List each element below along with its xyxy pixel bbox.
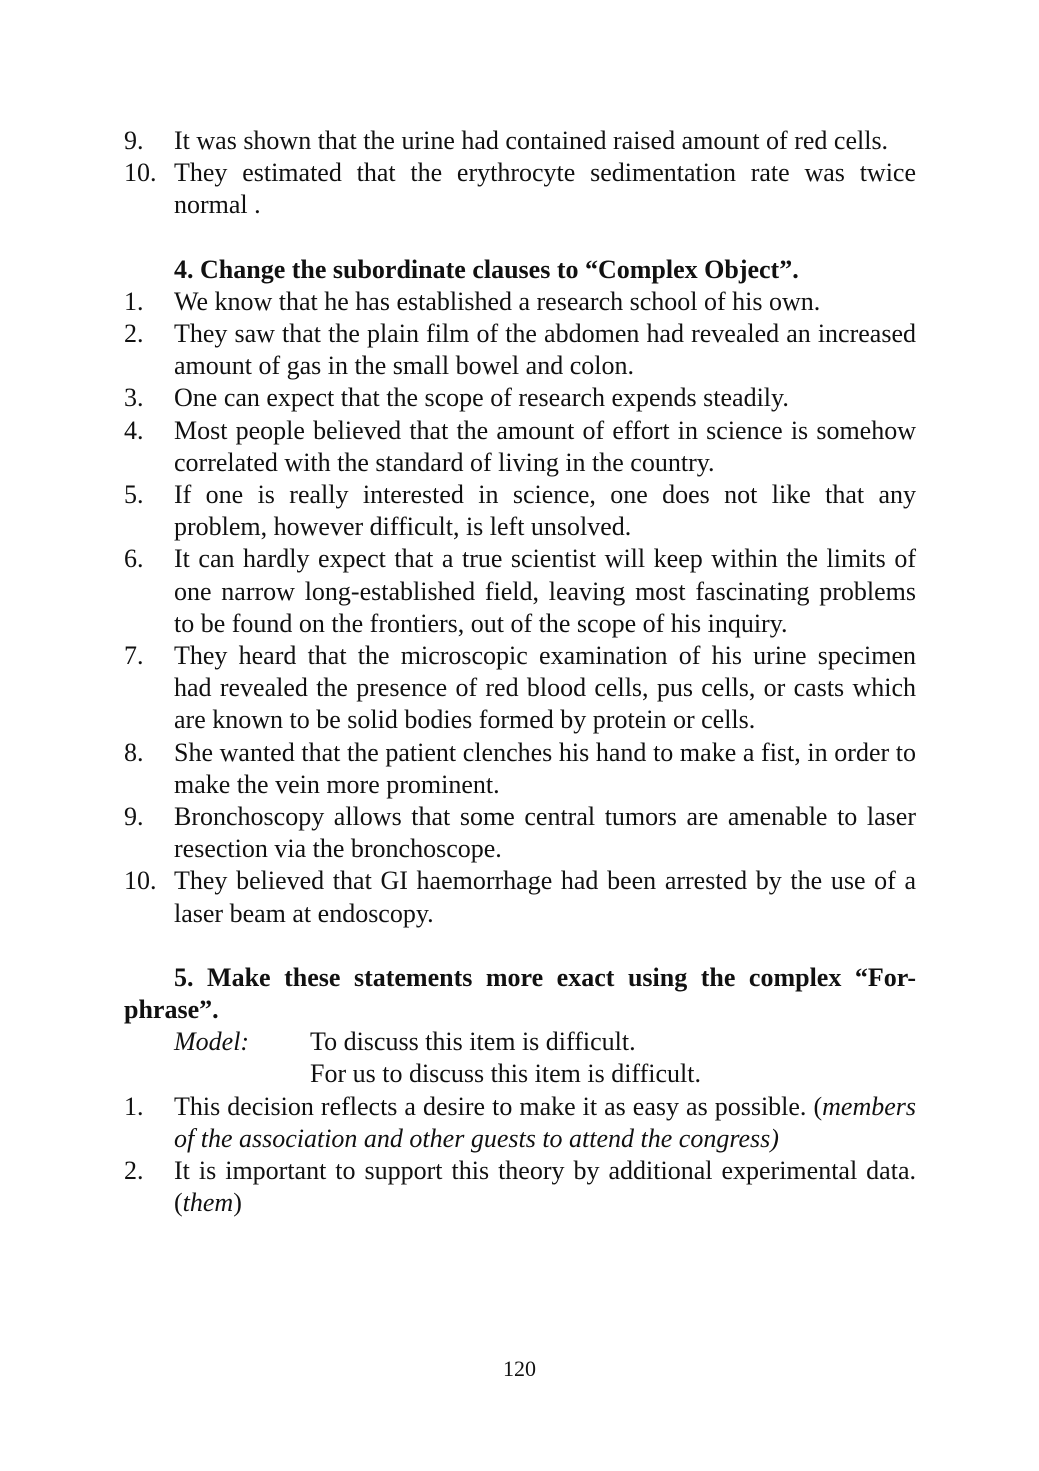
item-text: We know that he has established a research school of his own. <box>174 286 821 316</box>
model-example <box>124 1026 916 1058</box>
item-number: 2. <box>124 1156 144 1186</box>
item-hint: members of the association and other guests to attend the congress) <box>174 1091 916 1153</box>
item-number: 10. <box>124 866 157 896</box>
page-number: 120 <box>503 1356 536 1381</box>
item-number: 9. <box>124 126 144 155</box>
item-number: 3. <box>124 383 144 413</box>
item-text: It was shown that the urine had contained raised amount of red cells. <box>174 126 889 155</box>
item-text: Most people believed that the amount of effort in science is somehow correlated with the standard of living in the country. <box>174 415 916 477</box>
item-number: 5. <box>124 480 144 510</box>
item-text: They believed that GI haemorrhage had been arrested by the use of a laser beam at endoscopy. <box>174 866 916 928</box>
item-text <box>174 1155 916 1219</box>
item-text: One can expect that the scope of research expends steadily. <box>174 383 789 413</box>
item-number: 2. <box>124 319 144 349</box>
section-4-heading: 4. Change the subordinate clauses to “Complex Object”. <box>174 254 799 284</box>
item-main-text: It is important to support this theory by additional experimental data. ( <box>174 1156 916 1218</box>
model-line-1: To discuss this item is difficult. <box>310 1027 636 1057</box>
section-5-heading: 5. Make these statements more exact using the complex “For-phrase”. <box>124 962 916 1025</box>
item-number: 6. <box>124 544 144 574</box>
item-text <box>174 1091 916 1155</box>
list-item <box>124 737 916 801</box>
item-number: 9. <box>124 802 144 832</box>
item-number: 4. <box>124 415 144 445</box>
item-text: Bronchoscopy allows that some central tumors are amenable to laser resection via the bronchoscope. <box>174 802 916 864</box>
item-closing: ) <box>233 1188 242 1218</box>
model-label: Model: <box>174 1027 250 1057</box>
item-text: She wanted that the patient clenches his hand to make a fist, in order to make the vein more prominent. <box>174 737 916 799</box>
item-number: 10. <box>124 158 157 188</box>
item-number: 8. <box>124 737 144 767</box>
item-text: They heard that the microscopic examination of his urine specimen had revealed the presence of red blood cells, pus cells, or casts which are known to be solid bodies formed by protein or cells. <box>174 641 916 735</box>
item-number: 1. <box>124 1091 144 1121</box>
list-item <box>124 479 916 543</box>
item-main-text: This decision reflects a desire to make it as easy as possible. ( <box>174 1091 823 1121</box>
list-item <box>124 1155 916 1219</box>
list-item <box>124 125 916 157</box>
list-item <box>124 801 916 865</box>
item-text: It can hardly expect that a true scientist will keep within the limits of one narrow long-established field, leaving most fascinating problems to be found on the frontiers, out of the scope of his inquiry. <box>174 544 916 638</box>
list-item <box>124 415 916 479</box>
list-item <box>124 286 916 318</box>
item-number: 1. <box>124 286 144 316</box>
list-item <box>124 318 916 382</box>
list-item <box>124 865 916 929</box>
page-content <box>124 125 916 1220</box>
item-text: They saw that the plain film of the abdomen had revealed an increased amount of gas in the small bowel and colon. <box>174 319 916 381</box>
list-item <box>124 157 916 221</box>
list-item <box>124 382 916 414</box>
item-hint: them <box>182 1188 234 1218</box>
item-number: 7. <box>124 641 144 671</box>
model-line-2: For us to discuss this item is difficult. <box>310 1059 701 1089</box>
list-item <box>124 640 916 737</box>
item-text: They estimated that the erythrocyte sedimentation rate was twice normal . <box>174 158 916 220</box>
list-item <box>124 543 916 640</box>
item-text: If one is really interested in science, one does not like that any problem, however difficult, is left unsolved. <box>174 480 916 542</box>
list-item <box>124 1091 916 1155</box>
